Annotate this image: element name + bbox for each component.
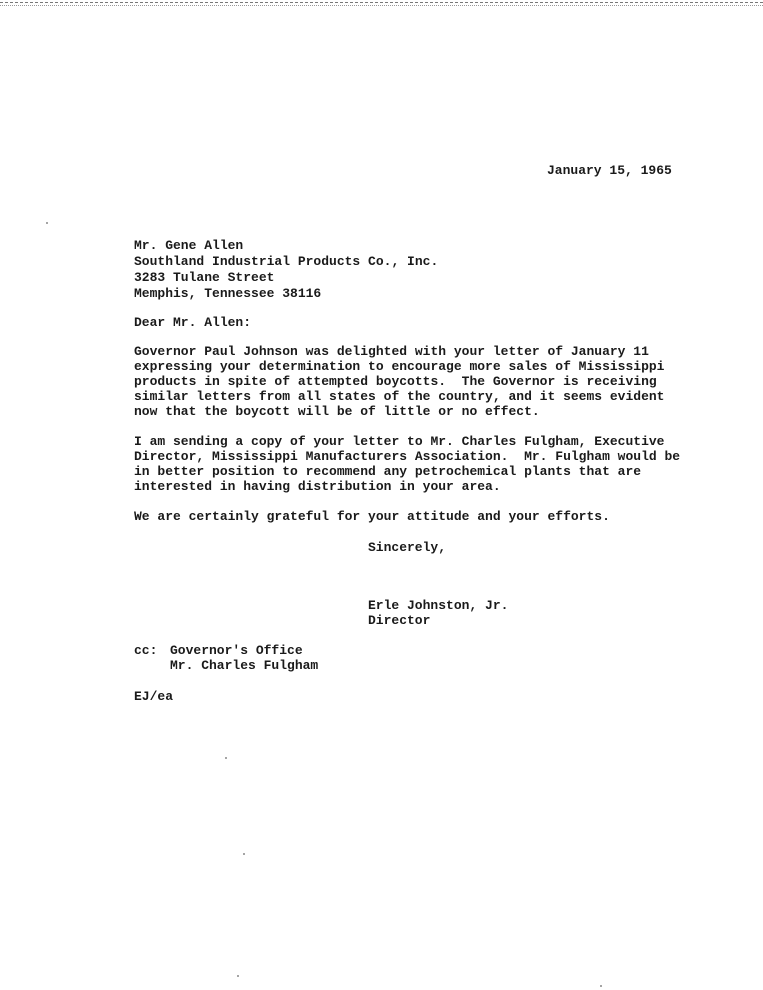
page-top-edge [0,2,763,6]
paragraph-line: expressing your determination to encourage more sales of Mississippi [134,359,665,374]
scan-speck [225,757,227,759]
paragraph-line: similar letters from all states of the country, and it seems evident [134,389,665,404]
paragraph-line: now that the boycott will be of little or no effect. [134,404,540,419]
cc-recipient: Governor's Office [170,643,303,658]
paragraph-line: in better position to recommend any petrochemical plants that are [134,464,642,479]
salutation: Dear Mr. Allen: [134,315,252,330]
recipient-name: Mr. Gene Allen [134,238,244,253]
paragraph-line: products in spite of attempted boycotts. The Governor is receiving [134,374,657,389]
signer-name: Erle Johnston, Jr. [368,598,509,613]
scan-speck [46,222,48,224]
body-paragraph-2 [134,434,680,494]
closing: Sincerely, [368,540,447,555]
paragraph-line: interested in having distribution in your area. [134,479,501,494]
body-paragraph-3: We are certainly grateful for your attitude and your efforts. [134,509,610,524]
paragraph-line: Governor Paul Johnson was delighted with your letter of January 11 [134,344,649,359]
body-paragraph-1 [134,344,665,419]
scan-speck [600,985,602,987]
letter-date: January 15, 1965 [547,163,672,178]
recipient-street: 3283 Tulane Street [134,270,275,285]
scan-speck [243,853,245,855]
scan-speck [237,975,239,977]
paragraph-line: Director, Mississippi Manufacturers Association. Mr. Fulgham would be [134,449,681,464]
typist-initials: EJ/ea [134,689,174,704]
cc-recipient: Mr. Charles Fulgham [170,658,319,673]
recipient-city: Memphis, Tennessee 38116 [134,286,322,301]
recipient-company: Southland Industrial Products Co., Inc. [134,254,439,269]
cc-label: cc: [134,643,158,658]
signer-title: Director [368,613,431,628]
paragraph-line: I am sending a copy of your letter to Mr. Charles Fulgham, Executive [134,434,665,449]
